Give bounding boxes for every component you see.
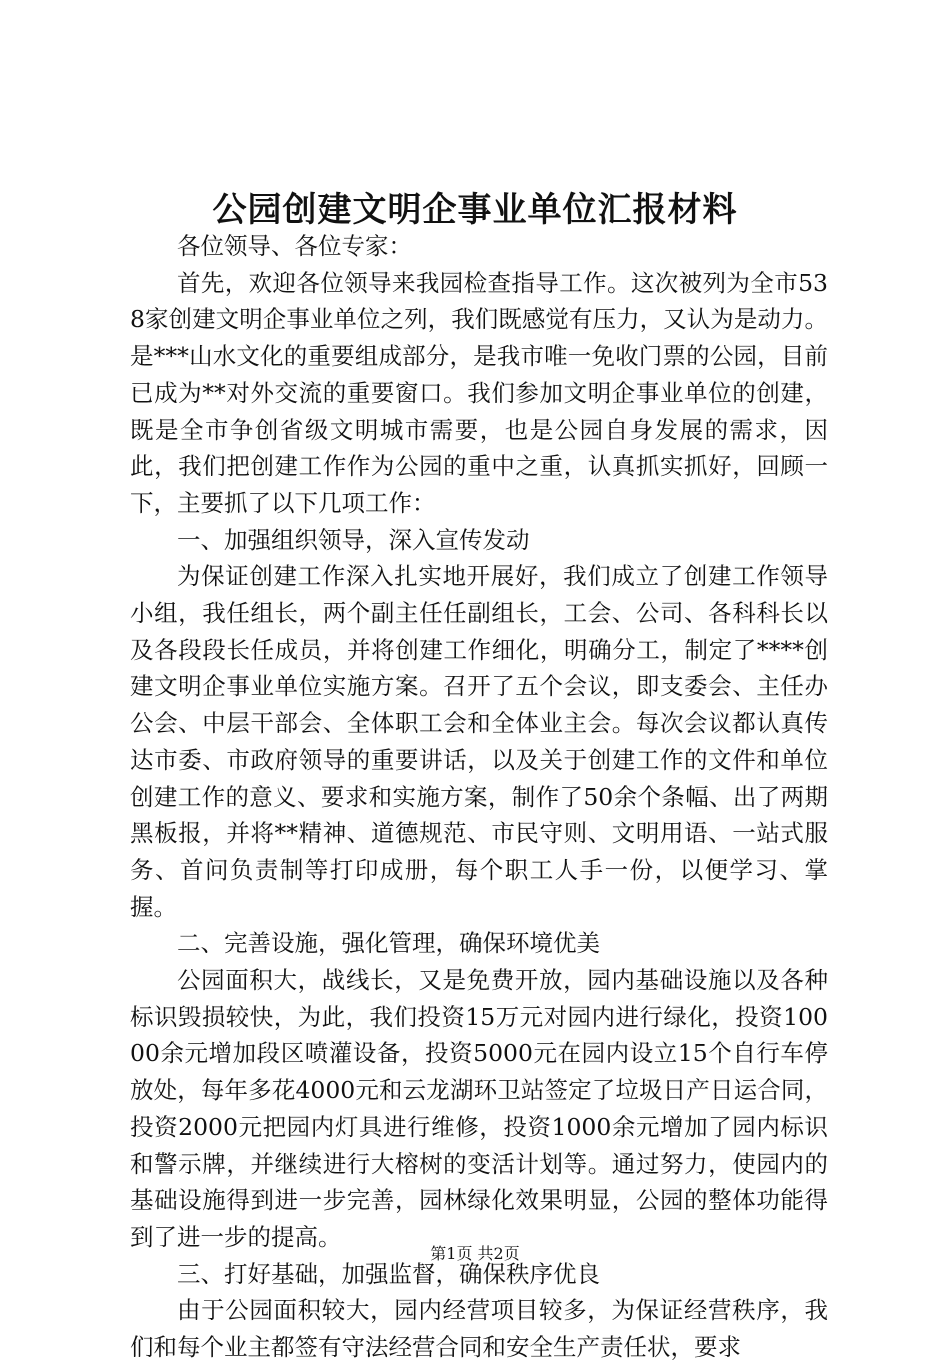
page-number-footer: 第1页 共2页 (430, 1244, 520, 1263)
salutation-paragraph: 各位领导、各位专家： (177, 232, 412, 260)
section-paragraph-1: 为保证创建工作深入扎实地开展好，我们成立了创建工作领导小组，我任组长，两个副主任任副组长，工会、公司、各科科长以及各段段长任成员，并将创建工作细化，明确分工，制定了****创建文明企事业单位实施方案。召开了五个会议，即支委会、主任办公会、中层干部会、全体职工会和全体业主会。每次会议都认真传达市委、市政府领导的重要讲话，以及关于创建工作的文件和单位创建工作的意义、要求和实施方案，制作了50余个条幅、出了两期黑板报，并将**精神、道德规范、市民守则、文明用语、一站式服务、首问负责制等打印成册，每个职工人手一份，以便学习、掌握。 (130, 562, 828, 921)
section-heading-2: 二、完善设施，强化管理，确保环境优美 (177, 929, 600, 958)
document-body (130, 228, 828, 1366)
section-paragraph-2: 公园面积大，战线长，又是免费开放，园内基础设施以及各种标识毁损较快，为此，我们投资15万元对园内进行绿化，投资10000余元增加段区喷灌设备，投资5000元在园内设立15个自行车停放处，每年多花4000元和云龙湖环卫站签定了垃圾日产日运合同，投资2000元把园内灯具进行维修，投资1000余元增加了园内标识和警示牌，并继续进行大榕树的变活计划等。通过努力，使园内的基础设施得到进一步完善，园林绿化效果明显，公园的整体功能得到了进一步的提高。 (130, 966, 828, 1251)
section-paragraph-3: 由于公园面积较大，园内经营项目较多，为保证经营秩序，我们和每个业主都签有守法经营合同和安全生产责任状，要求 (130, 1296, 828, 1362)
section-heading-3: 三、打好基础，加强监督，确保秩序优良 (177, 1259, 600, 1288)
document-title: 公园创建文明企事业单位汇报材料 (212, 190, 738, 230)
intro-paragraph: 首先，欢迎各位领导来我园检查指导工作。这次被列为全市538家创建文明企事业单位之列，我们既感觉有压力，又认为是动力。是***山水文化的重要组成部分，是我市唯一免收门票的公园，目前已成为**对外交流的重要窗口。我们参加文明企事业单位的创建，既是全市争创省级文明城市需要，也是公园自身发展的需求，因此，我们把创建工作作为公园的重中之重，认真抓实抓好，回顾一下，主要抓了以下几项工作： (130, 268, 828, 517)
section-heading-1: 一、加强组织领导，深入宣传发动 (177, 525, 530, 554)
